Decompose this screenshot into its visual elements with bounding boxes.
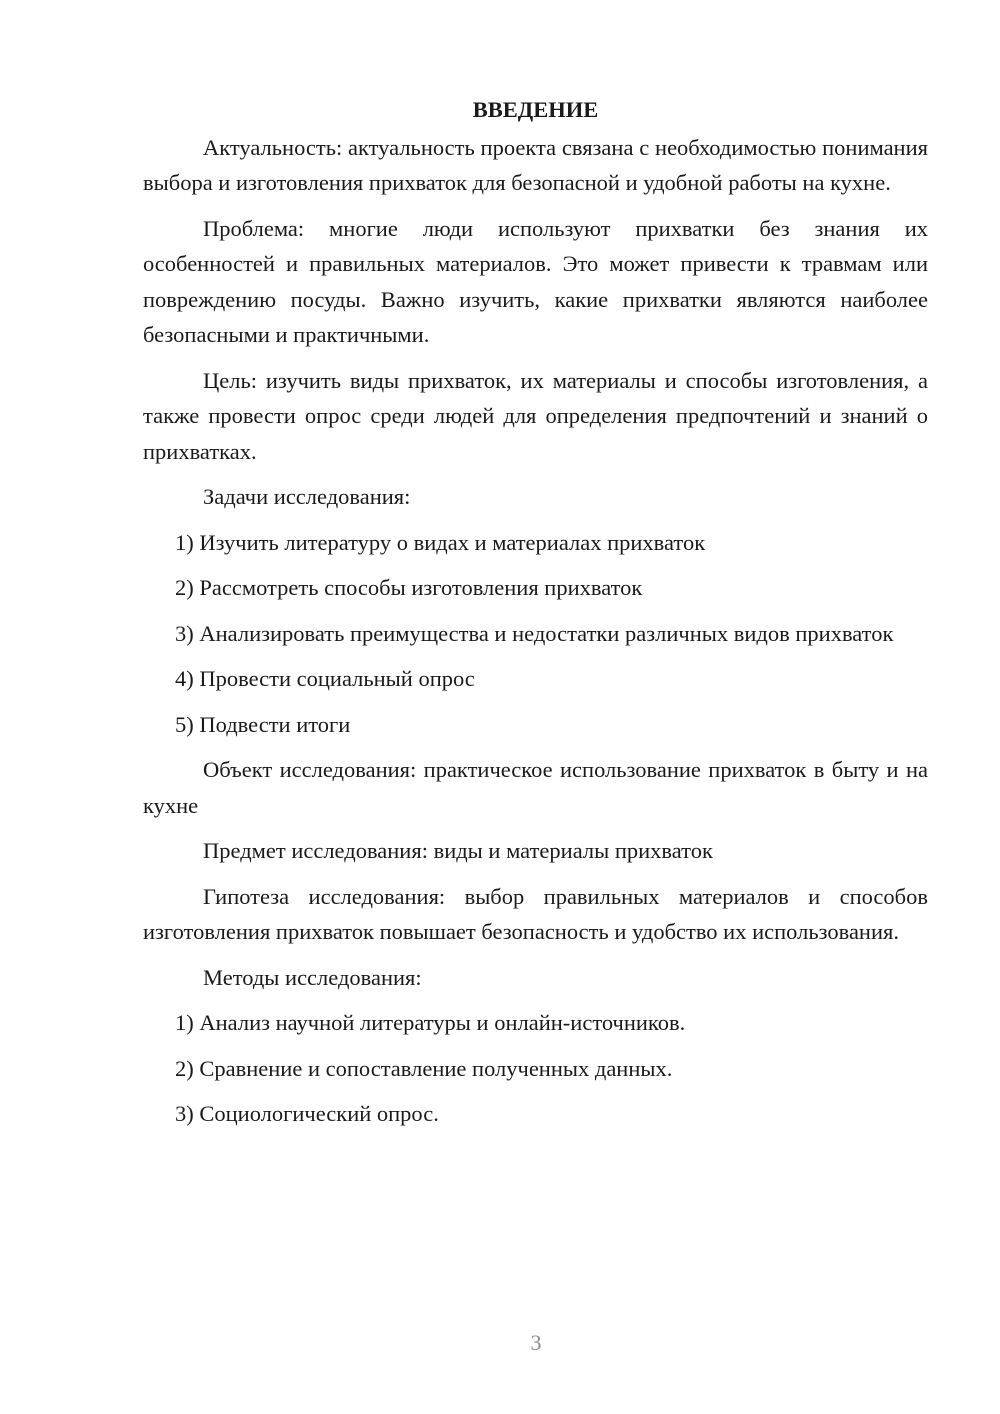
paragraph-problem: Проблема: многие люди используют прихватки без знания их особенностей и правильных материалов. Это может привести к травмам или повреждению посуды. Важно изучить, какие прихватки являются наиболее безопасными и практичными.	[143, 215, 928, 347]
page-title: ВВЕДЕНИЕ	[472, 97, 599, 122]
page-number: 3	[530, 1330, 542, 1355]
methods-heading: Методы исследования:	[203, 964, 422, 990]
tasks-heading: Задачи исследования:	[203, 484, 411, 509]
paragraph-goal: Цель: изучить виды прихваток, их материалы и способы изготовления, а также провести опрос среди людей для определения предпочтений и знаний о прихватках.	[143, 367, 928, 464]
page-content	[143, 92, 928, 1142]
task-item-2: 2) Рассмотреть способы изготовления прихваток	[175, 575, 643, 600]
task-item-4: 4) Провести социальный опрос	[175, 666, 475, 691]
method-item-2: 2) Сравнение и сопоставление полученных данных.	[175, 1055, 673, 1081]
paragraph-relevance: Актуальность: актуальность проекта связана с необходимостью понимания выбора и изготовления прихваток для безопасной и удобной работы на кухне.	[143, 134, 928, 195]
task-item-3: 3) Анализировать преимущества и недостатки различных видов прихваток	[175, 620, 894, 646]
method-item-3: 3) Социологический опрос.	[175, 1101, 439, 1126]
paragraph-subject: Предмет исследования: виды и материалы прихваток	[203, 838, 713, 863]
task-item-5: 5) Подвести итоги	[175, 711, 351, 737]
method-item-1: 1) Анализ научной литературы и онлайн-источников.	[175, 1010, 686, 1035]
task-item-1: 1) Изучить литературу о видах и материалах прихваток	[175, 529, 706, 555]
paragraph-object: Объект исследования: практическое использование прихваток в быту и на кухне	[143, 757, 928, 818]
paragraph-hypothesis: Гипотеза исследования: выбор правильных материалов и способов изготовления прихваток повышает безопасность и удобство их использования.	[143, 883, 928, 944]
